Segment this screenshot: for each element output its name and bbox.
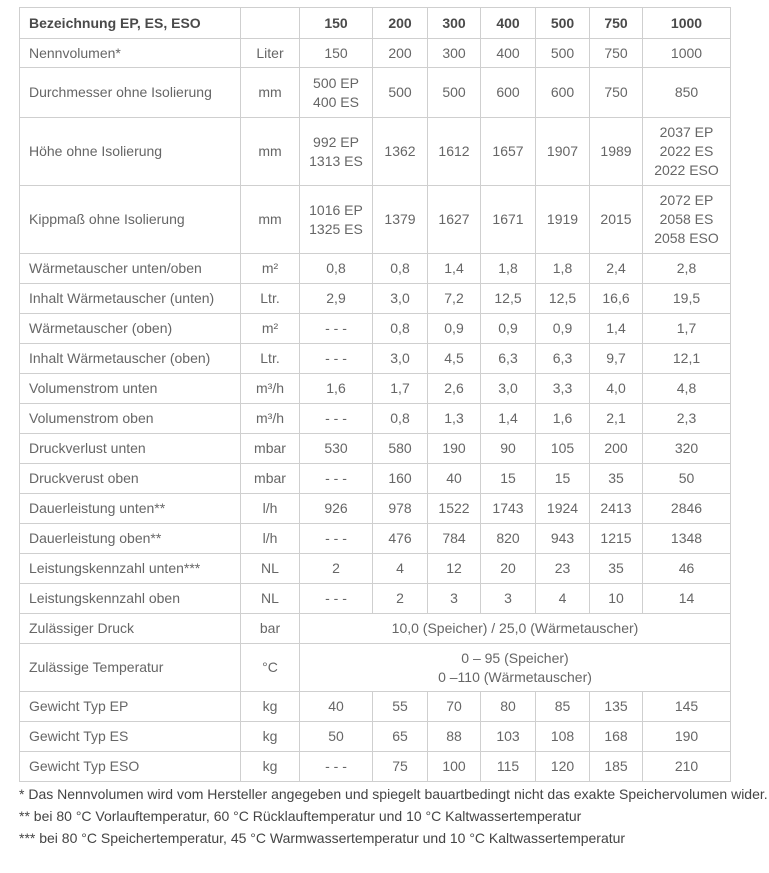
row-label: Gewicht Typ ES — [20, 722, 241, 752]
value-cell-500: 12,5 — [536, 284, 590, 314]
value-cell-200: 500 — [373, 68, 428, 118]
unit-cell: kg — [241, 692, 300, 722]
value-cell-400: 1,4 — [481, 404, 536, 434]
row-label: Gewicht Typ ESO — [20, 752, 241, 782]
unit-cell: Ltr. — [241, 284, 300, 314]
table-header-row — [20, 8, 731, 39]
unit-cell: Ltr. — [241, 344, 300, 374]
value-cell-1000: 850 — [643, 68, 731, 118]
value-cell-400: 0,9 — [481, 314, 536, 344]
value-cell-1000: 12,1 — [643, 344, 731, 374]
value-cell-200: 580 — [373, 434, 428, 464]
value-cell-750: 2413 — [590, 494, 643, 524]
value-cell-400: 1657 — [481, 118, 536, 186]
spec-table-container — [19, 7, 730, 782]
table-row — [20, 404, 731, 434]
value-cell-300: 500 — [428, 68, 481, 118]
value-cell-1000: 2,3 — [643, 404, 731, 434]
value-cell-200: 75 — [373, 752, 428, 782]
value-cell-200: 3,0 — [373, 344, 428, 374]
value-cell-400: 90 — [481, 434, 536, 464]
table-row — [20, 344, 731, 374]
cell-line: 2072 EP — [659, 192, 714, 208]
value-cell-200: 65 — [373, 722, 428, 752]
value-cell-200: 476 — [373, 524, 428, 554]
value-cell-1000: 19,5 — [643, 284, 731, 314]
row-label: Durchmesser ohne Isolierung — [20, 68, 241, 118]
value-cell-750: 35 — [590, 554, 643, 584]
row-label: Wärmetauscher unten/oben — [20, 254, 241, 284]
value-cell-150 — [300, 186, 373, 254]
table-row — [20, 464, 731, 494]
value-cell-500: 0,9 — [536, 314, 590, 344]
value-cell-400: 12,5 — [481, 284, 536, 314]
value-cell-200: 2 — [373, 584, 428, 614]
value-cell-400: 80 — [481, 692, 536, 722]
value-cell-300: 12 — [428, 554, 481, 584]
header-cell-designation: Bezeichnung EP, ES, ESO — [20, 8, 241, 39]
value-cell-150: 2 — [300, 554, 373, 584]
value-cell-750: 1215 — [590, 524, 643, 554]
cell-line: 2022 ESO — [654, 162, 719, 178]
value-cell-500: 1919 — [536, 186, 590, 254]
unit-cell: l/h — [241, 524, 300, 554]
value-cell-150: 530 — [300, 434, 373, 464]
value-cell-200: 0,8 — [373, 254, 428, 284]
value-cell-150: - - - — [300, 752, 373, 782]
value-cell-750: 4,0 — [590, 374, 643, 404]
unit-cell: l/h — [241, 494, 300, 524]
header-cell-150: 150 — [300, 8, 373, 39]
cell-line: 2022 ES — [659, 143, 714, 159]
cell-line: 2037 EP — [659, 124, 714, 140]
cell-line: 0 –110 (Wärmetauscher) — [438, 668, 592, 685]
value-cell-200: 4 — [373, 554, 428, 584]
value-cell-400: 103 — [481, 722, 536, 752]
value-cell-150: - - - — [300, 314, 373, 344]
value-cell-500: 108 — [536, 722, 590, 752]
value-cell-750: 2,4 — [590, 254, 643, 284]
value-cell-150: 1,6 — [300, 374, 373, 404]
value-cell-150: - - - — [300, 404, 373, 434]
value-cell-1000: 190 — [643, 722, 731, 752]
value-cell-300: 190 — [428, 434, 481, 464]
cell-line: 1325 ES — [309, 220, 363, 237]
value-cell-1000: 2,8 — [643, 254, 731, 284]
table-row — [20, 186, 731, 254]
value-cell-200: 0,8 — [373, 314, 428, 344]
row-label: Zulässiger Druck — [20, 614, 241, 644]
value-cell-400: 3,0 — [481, 374, 536, 404]
table-row — [20, 722, 731, 752]
value-cell-750: 2,1 — [590, 404, 643, 434]
header-cell-500: 500 — [536, 8, 590, 39]
value-cell-1000: 14 — [643, 584, 731, 614]
header-cell-300: 300 — [428, 8, 481, 39]
table-row — [20, 644, 731, 692]
value-cell-300: 2,6 — [428, 374, 481, 404]
cell-line: 1016 EP — [309, 201, 363, 218]
value-cell-400: 6,3 — [481, 344, 536, 374]
footnote-performance-index: *** bei 80 °C Speichertemperatur, 45 °C Warmwassertemperatur und 10 °C Kaltwassertemperatur — [19, 830, 626, 846]
cell-line: 992 EP — [313, 133, 359, 150]
value-cell-1000 — [643, 186, 731, 254]
value-cell-500: 1,6 — [536, 404, 590, 434]
value-cell-500: 120 — [536, 752, 590, 782]
header-cell-400: 400 — [481, 8, 536, 39]
value-cell-750: 16,6 — [590, 284, 643, 314]
value-cell-200: 978 — [373, 494, 428, 524]
footnote-continuous-output: ** bei 80 °C Vorlauftemperatur, 60 °C Rücklauftemperatur und 10 °C Kaltwassertemperatur — [19, 808, 582, 824]
table-body — [20, 39, 731, 782]
value-cell-500: 4 — [536, 584, 590, 614]
value-cell-500: 3,3 — [536, 374, 590, 404]
value-cell-1000: 4,8 — [643, 374, 731, 404]
value-cell-150: 0,8 — [300, 254, 373, 284]
table-row — [20, 314, 731, 344]
table-row — [20, 752, 731, 782]
value-cell-150: 150 — [300, 39, 373, 68]
value-cell-150: - - - — [300, 584, 373, 614]
value-cell-300: 784 — [428, 524, 481, 554]
unit-cell: m² — [241, 254, 300, 284]
table-row — [20, 554, 731, 584]
value-cell-750: 135 — [590, 692, 643, 722]
value-cell-500: 600 — [536, 68, 590, 118]
spec-table — [19, 7, 731, 782]
value-cell-750: 9,7 — [590, 344, 643, 374]
cell-line: 500 EP — [313, 74, 359, 91]
table-row — [20, 494, 731, 524]
value-cell-1000 — [643, 118, 731, 186]
value-cell-400: 600 — [481, 68, 536, 118]
value-cell-400: 820 — [481, 524, 536, 554]
value-cell-200: 0,8 — [373, 404, 428, 434]
unit-cell: mm — [241, 186, 300, 254]
value-cell-1000: 50 — [643, 464, 731, 494]
value-cell-400: 1671 — [481, 186, 536, 254]
value-cell-500: 1907 — [536, 118, 590, 186]
unit-cell: NL — [241, 554, 300, 584]
value-cell-300: 40 — [428, 464, 481, 494]
unit-cell: m³/h — [241, 404, 300, 434]
value-cell-500: 500 — [536, 39, 590, 68]
value-cell-1000: 1348 — [643, 524, 731, 554]
cell-line: 2058 ESO — [654, 230, 719, 246]
footnotes — [19, 783, 769, 849]
merged-value-cell: 10,0 (Speicher) / 25,0 (Wärmetauscher) — [300, 614, 731, 644]
value-cell-500: 23 — [536, 554, 590, 584]
value-cell-150: - - - — [300, 464, 373, 494]
unit-cell: kg — [241, 752, 300, 782]
table-row — [20, 434, 731, 464]
row-label: Dauerleistung oben** — [20, 524, 241, 554]
merged-value-cell — [300, 644, 731, 692]
value-cell-200: 160 — [373, 464, 428, 494]
unit-cell: mbar — [241, 464, 300, 494]
value-cell-400: 15 — [481, 464, 536, 494]
row-label: Leistungskennzahl oben — [20, 584, 241, 614]
value-cell-750: 35 — [590, 464, 643, 494]
value-cell-200: 3,0 — [373, 284, 428, 314]
table-row — [20, 374, 731, 404]
row-label: Zulässige Temperatur — [20, 644, 241, 692]
value-cell-200: 55 — [373, 692, 428, 722]
unit-cell: kg — [241, 722, 300, 752]
value-cell-500: 105 — [536, 434, 590, 464]
value-cell-150: 926 — [300, 494, 373, 524]
value-cell-200: 1,7 — [373, 374, 428, 404]
row-label: Inhalt Wärmetauscher (unten) — [20, 284, 241, 314]
value-cell-300: 1612 — [428, 118, 481, 186]
row-label: Wärmetauscher (oben) — [20, 314, 241, 344]
row-label: Kippmaß ohne Isolierung — [20, 186, 241, 254]
value-cell-300: 1,4 — [428, 254, 481, 284]
value-cell-300: 4,5 — [428, 344, 481, 374]
unit-cell: °C — [241, 644, 300, 692]
value-cell-1000: 145 — [643, 692, 731, 722]
value-cell-500: 1,8 — [536, 254, 590, 284]
footnote-nominal-volume: * Das Nennvolumen wird vom Hersteller angegeben und spiegelt bauartbedingt nicht das exakte Speichervolumen wider. — [19, 786, 768, 802]
table-row — [20, 254, 731, 284]
row-label: Druckverust oben — [20, 464, 241, 494]
value-cell-750: 750 — [590, 39, 643, 68]
value-cell-1000: 210 — [643, 752, 731, 782]
value-cell-400: 3 — [481, 584, 536, 614]
value-cell-1000: 1,7 — [643, 314, 731, 344]
table-row — [20, 524, 731, 554]
value-cell-400: 400 — [481, 39, 536, 68]
table-row — [20, 584, 731, 614]
unit-cell: NL — [241, 584, 300, 614]
value-cell-300: 88 — [428, 722, 481, 752]
unit-cell: m³/h — [241, 374, 300, 404]
value-cell-150: 2,9 — [300, 284, 373, 314]
value-cell-300: 100 — [428, 752, 481, 782]
value-cell-1000: 46 — [643, 554, 731, 584]
table-row — [20, 284, 731, 314]
value-cell-300: 1627 — [428, 186, 481, 254]
row-label: Volumenstrom oben — [20, 404, 241, 434]
value-cell-150 — [300, 118, 373, 186]
value-cell-500: 6,3 — [536, 344, 590, 374]
table-row — [20, 614, 731, 644]
row-label: Höhe ohne Isolierung — [20, 118, 241, 186]
value-cell-300: 300 — [428, 39, 481, 68]
unit-cell: Liter — [241, 39, 300, 68]
value-cell-750: 10 — [590, 584, 643, 614]
value-cell-300: 1,3 — [428, 404, 481, 434]
table-row — [20, 692, 731, 722]
unit-cell: mbar — [241, 434, 300, 464]
cell-line: 2058 ES — [659, 211, 714, 227]
value-cell-150: 50 — [300, 722, 373, 752]
value-cell-750: 168 — [590, 722, 643, 752]
value-cell-150: - - - — [300, 524, 373, 554]
value-cell-300: 1522 — [428, 494, 481, 524]
cell-line: 0 – 95 (Speicher) — [461, 649, 569, 666]
table-row — [20, 118, 731, 186]
row-label: Volumenstrom unten — [20, 374, 241, 404]
value-cell-1000: 1000 — [643, 39, 731, 68]
cell-line: 1313 ES — [309, 152, 363, 169]
header-cell-750: 750 — [590, 8, 643, 39]
header-cell-unit — [241, 8, 300, 39]
value-cell-750: 200 — [590, 434, 643, 464]
value-cell-200: 200 — [373, 39, 428, 68]
value-cell-500: 1924 — [536, 494, 590, 524]
value-cell-750: 750 — [590, 68, 643, 118]
row-label: Nennvolumen* — [20, 39, 241, 68]
unit-cell: bar — [241, 614, 300, 644]
value-cell-750: 2015 — [590, 186, 643, 254]
value-cell-150 — [300, 68, 373, 118]
value-cell-150: 40 — [300, 692, 373, 722]
table-row — [20, 68, 731, 118]
value-cell-1000: 320 — [643, 434, 731, 464]
value-cell-400: 1743 — [481, 494, 536, 524]
value-cell-150: - - - — [300, 344, 373, 374]
row-label: Inhalt Wärmetauscher (oben) — [20, 344, 241, 374]
row-label: Dauerleistung unten** — [20, 494, 241, 524]
value-cell-500: 85 — [536, 692, 590, 722]
row-label: Leistungskennzahl unten*** — [20, 554, 241, 584]
header-cell-1000: 1000 — [643, 8, 731, 39]
table-row — [20, 39, 731, 68]
value-cell-500: 15 — [536, 464, 590, 494]
value-cell-400: 1,8 — [481, 254, 536, 284]
row-label: Druckverlust unten — [20, 434, 241, 464]
unit-cell: mm — [241, 118, 300, 186]
value-cell-300: 0,9 — [428, 314, 481, 344]
value-cell-300: 7,2 — [428, 284, 481, 314]
value-cell-400: 20 — [481, 554, 536, 584]
value-cell-750: 1,4 — [590, 314, 643, 344]
value-cell-500: 943 — [536, 524, 590, 554]
cell-line: 400 ES — [313, 93, 359, 110]
value-cell-300: 70 — [428, 692, 481, 722]
value-cell-300: 3 — [428, 584, 481, 614]
value-cell-750: 1989 — [590, 118, 643, 186]
value-cell-400: 115 — [481, 752, 536, 782]
value-cell-1000: 2846 — [643, 494, 731, 524]
value-cell-200: 1362 — [373, 118, 428, 186]
row-label: Gewicht Typ EP — [20, 692, 241, 722]
unit-cell: mm — [241, 68, 300, 118]
header-cell-200: 200 — [373, 8, 428, 39]
value-cell-750: 185 — [590, 752, 643, 782]
value-cell-200: 1379 — [373, 186, 428, 254]
unit-cell: m² — [241, 314, 300, 344]
